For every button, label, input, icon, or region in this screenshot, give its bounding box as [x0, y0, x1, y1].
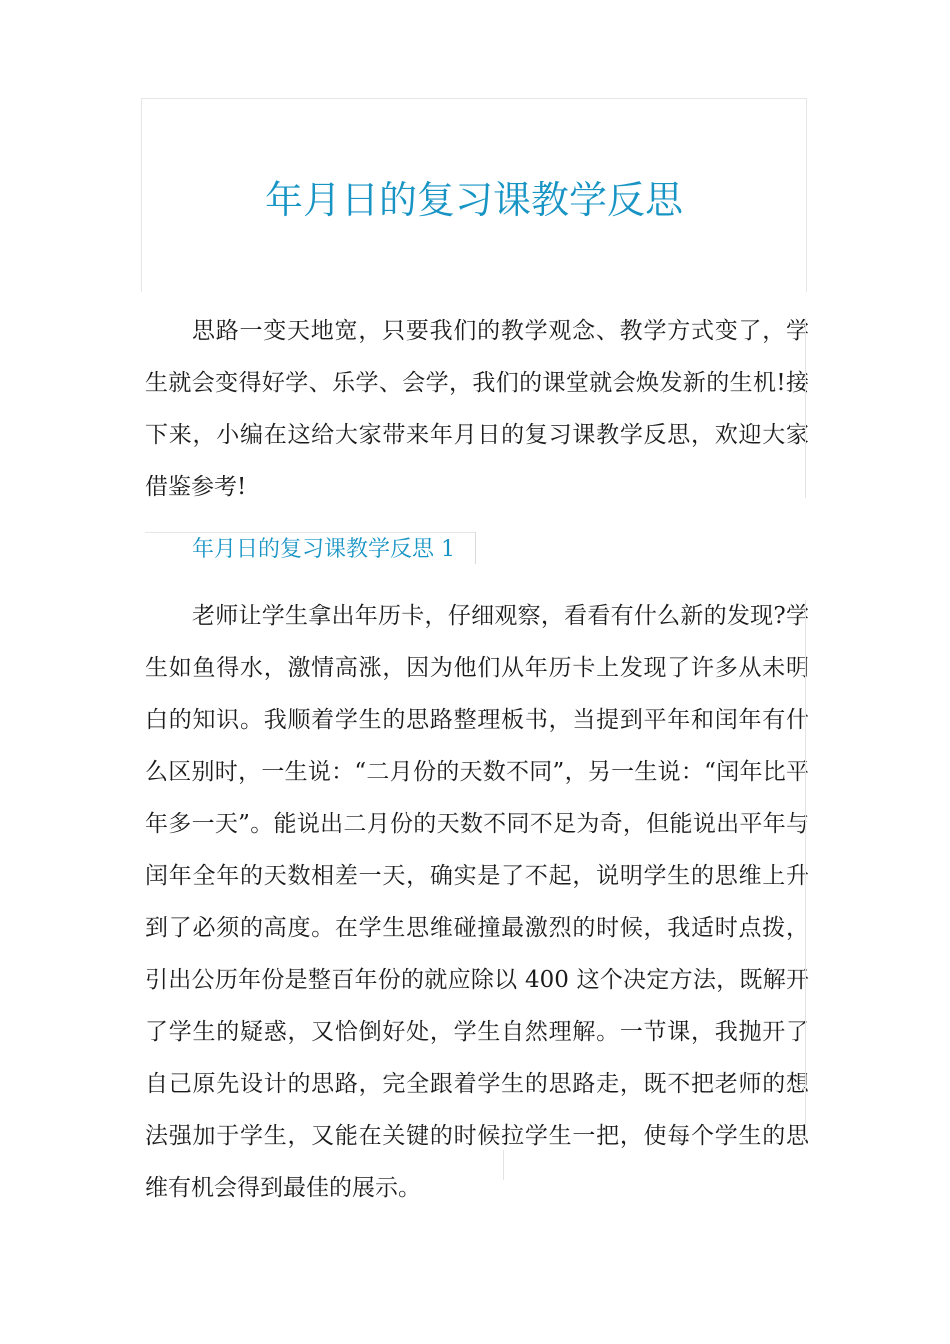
section-body-paragraph: 老师让学生拿出年历卡，仔细观察，看看有什么新的发现?学生如鱼得水，激情高涨，因为他们从年历卡上发现了许多从未明白的知识。我顺着学生的思路整理板书，当提到平年和闰年有什么区别时，一生说：“二月份的天数不同”，另一生说：“闰年比平年多一天”。能说出二月份的天数不同不足为奇，但能说出平年与闰年全年的天数相差一天，确实是了不起，说明学生的思维上升到了必须的高度。在学生思维碰撞最激烈的时候，我适时点拨，引出公历年份是整百年份的就应除以 400 这个决定方法，既解开了学生的疑惑，又恰倒好处，学生自然理解。一节课，我抛开了自己原先设计的思路，完全跟着学生的思路走，既不把老师的想法强加于学生，又能在关键的时候拉学生一把，使每个学生的思维有机会得到最佳的展示。 [145, 603, 809, 1201]
margin-rule [805, 318, 806, 498]
document-title: 年月日的复习课教学反思 [264, 178, 683, 222]
margin-rule [805, 600, 806, 1140]
intro-paragraph: 思路一变天地宽，只要我们的教学观念、教学方式变了，学生就会变得好学、乐学、会学，我们的课堂就会焕发新的生机!接下来，小编在这给大家带来年月日的复习课教学反思，欢迎大家借鉴参考! [145, 318, 809, 500]
title-frame [141, 98, 807, 292]
section-heading: 年月日的复习课教学反思 1 [192, 537, 455, 562]
paragraph-end-mark [503, 1150, 504, 1180]
